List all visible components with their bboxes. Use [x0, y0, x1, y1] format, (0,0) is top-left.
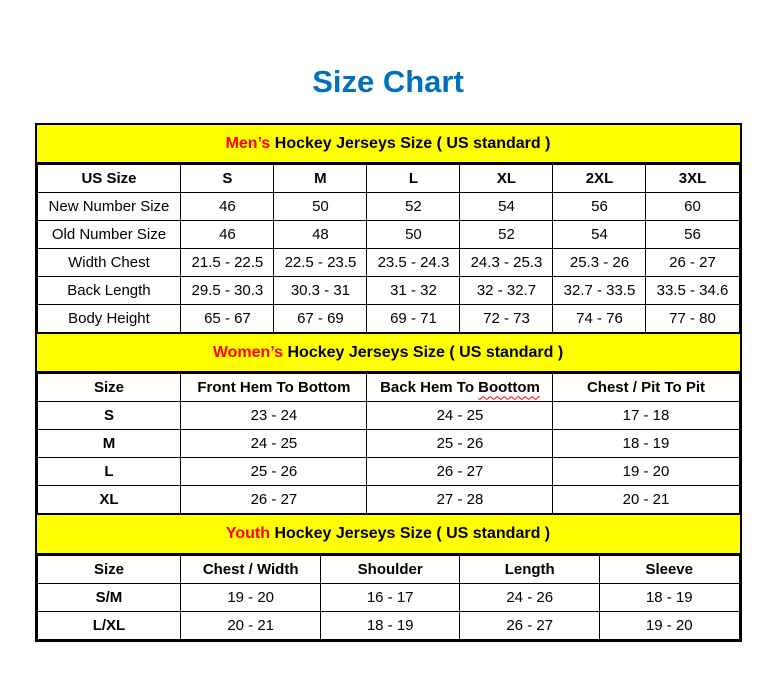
men-column-header: M: [274, 165, 367, 193]
size-value-cell: 18 - 19: [599, 583, 739, 611]
size-value-cell: 54: [553, 221, 646, 249]
size-value-cell: 24 - 25: [181, 430, 367, 458]
youth-column-header: Chest / Width: [181, 555, 321, 583]
men-row: [37, 221, 739, 249]
size-value-cell: 72 - 73: [460, 305, 553, 333]
size-value-cell: 60: [646, 193, 739, 221]
size-value-cell: 77 - 80: [646, 305, 739, 333]
size-value-cell: 67 - 69: [274, 305, 367, 333]
women-column-header: Back Hem To Boottom: [367, 374, 553, 402]
youth-row: [37, 583, 739, 611]
youth-section-header: [37, 514, 740, 554]
women-column-header: Size: [37, 374, 181, 402]
men-column-header: 2XL: [553, 165, 646, 193]
men-section-header: [37, 125, 740, 164]
size-value-cell: 65 - 67: [181, 305, 274, 333]
size-value-cell: 22.5 - 23.5: [274, 249, 367, 277]
women-row: [37, 402, 739, 430]
size-value-cell: 52: [460, 221, 553, 249]
women-section-header: [37, 333, 740, 373]
women-row-label: XL: [37, 486, 181, 514]
women-section: [37, 333, 740, 514]
size-value-cell: 23 - 24: [181, 402, 367, 430]
women-row: [37, 430, 739, 458]
youth-row-label: S/M: [37, 583, 181, 611]
size-value-cell: 32 - 32.7: [460, 277, 553, 305]
men-row-label: Old Number Size: [37, 221, 181, 249]
size-value-cell: 26 - 27: [460, 611, 600, 639]
men-row: [37, 305, 739, 333]
women-header-row: [37, 374, 739, 402]
size-value-cell: 27 - 28: [367, 486, 553, 514]
youth-column-header: Sleeve: [599, 555, 739, 583]
youth-row-label: L/XL: [37, 611, 181, 639]
men-section-header-highlight: Men’s: [225, 135, 271, 152]
women-size-table: [37, 373, 740, 514]
women-section-header-rest: Hockey Jerseys Size ( US standard ): [283, 344, 564, 362]
women-row: [37, 458, 739, 486]
men-size-table: [37, 164, 740, 333]
size-value-cell: 32.7 - 33.5: [553, 277, 646, 305]
size-value-cell: 50: [274, 193, 367, 221]
women-row-label: S: [37, 402, 181, 430]
size-value-cell: 24 - 26: [460, 583, 600, 611]
men-section: [37, 125, 740, 333]
youth-column-header: Length: [460, 555, 600, 583]
size-value-cell: 69 - 71: [367, 305, 460, 333]
youth-section-header-highlight: Youth: [225, 525, 270, 543]
youth-section-header-rest: Hockey Jerseys Size ( US standard ): [270, 525, 551, 543]
men-row-label: Body Height: [37, 305, 181, 333]
size-value-cell: 17 - 18: [553, 402, 739, 430]
size-value-cell: 16 - 17: [320, 583, 460, 611]
size-value-cell: 26 - 27: [646, 249, 739, 277]
size-value-cell: 18 - 19: [553, 430, 739, 458]
size-value-cell: 29.5 - 30.3: [181, 277, 274, 305]
size-value-cell: 54: [460, 193, 553, 221]
size-value-cell: 20 - 21: [553, 486, 739, 514]
women-section-header-highlight: Women’s: [212, 344, 284, 362]
size-value-cell: 25.3 - 26: [553, 249, 646, 277]
size-value-cell: 18 - 19: [320, 611, 460, 639]
size-value-cell: 33.5 - 34.6: [646, 277, 739, 305]
size-value-cell: 30.3 - 31: [274, 277, 367, 305]
size-value-cell: 46: [181, 221, 274, 249]
women-column-header: Front Hem To Bottom: [181, 374, 367, 402]
men-row-label: Width Chest: [37, 249, 181, 277]
size-value-cell: 19 - 20: [553, 458, 739, 486]
men-column-header: L: [367, 165, 460, 193]
men-row: [37, 249, 739, 277]
men-column-header: XL: [460, 165, 553, 193]
youth-section: [37, 514, 740, 639]
misspelled-word: Boottom: [478, 379, 540, 397]
size-chart-container: [35, 123, 742, 642]
size-value-cell: 48: [274, 221, 367, 249]
youth-row: [37, 611, 739, 639]
size-value-cell: 52: [367, 193, 460, 221]
size-value-cell: 25 - 26: [367, 430, 553, 458]
size-value-cell: 31 - 32: [367, 277, 460, 305]
men-column-header: S: [181, 165, 274, 193]
size-value-cell: 25 - 26: [181, 458, 367, 486]
men-header-row: [37, 165, 739, 193]
size-value-cell: 20 - 21: [181, 611, 321, 639]
size-value-cell: 24.3 - 25.3: [460, 249, 553, 277]
size-value-cell: 50: [367, 221, 460, 249]
men-column-header: US Size: [37, 165, 181, 193]
youth-column-header: Shoulder: [320, 555, 460, 583]
men-section-header-rest: Hockey Jerseys Size ( US standard ): [270, 135, 551, 152]
size-value-cell: 56: [646, 221, 739, 249]
size-value-cell: 19 - 20: [599, 611, 739, 639]
size-value-cell: 19 - 20: [181, 583, 321, 611]
size-value-cell: 74 - 76: [553, 305, 646, 333]
size-value-cell: 26 - 27: [181, 486, 367, 514]
size-value-cell: 26 - 27: [367, 458, 553, 486]
youth-size-table: [37, 555, 740, 640]
page-title: Size Chart: [312, 64, 464, 99]
size-value-cell: 24 - 25: [367, 402, 553, 430]
women-row: [37, 486, 739, 514]
size-value-cell: 56: [553, 193, 646, 221]
men-row: [37, 193, 739, 221]
size-value-cell: 46: [181, 193, 274, 221]
youth-column-header: Size: [37, 555, 181, 583]
men-row-label: Back Length: [37, 277, 181, 305]
youth-header-row: [37, 555, 739, 583]
size-value-cell: 21.5 - 22.5: [181, 249, 274, 277]
women-row-label: L: [37, 458, 181, 486]
size-value-cell: 23.5 - 24.3: [367, 249, 460, 277]
women-row-label: M: [37, 430, 181, 458]
men-row-label: New Number Size: [37, 193, 181, 221]
women-column-header: Chest / Pit To Pit: [553, 374, 739, 402]
men-row: [37, 277, 739, 305]
men-column-header: 3XL: [646, 165, 739, 193]
